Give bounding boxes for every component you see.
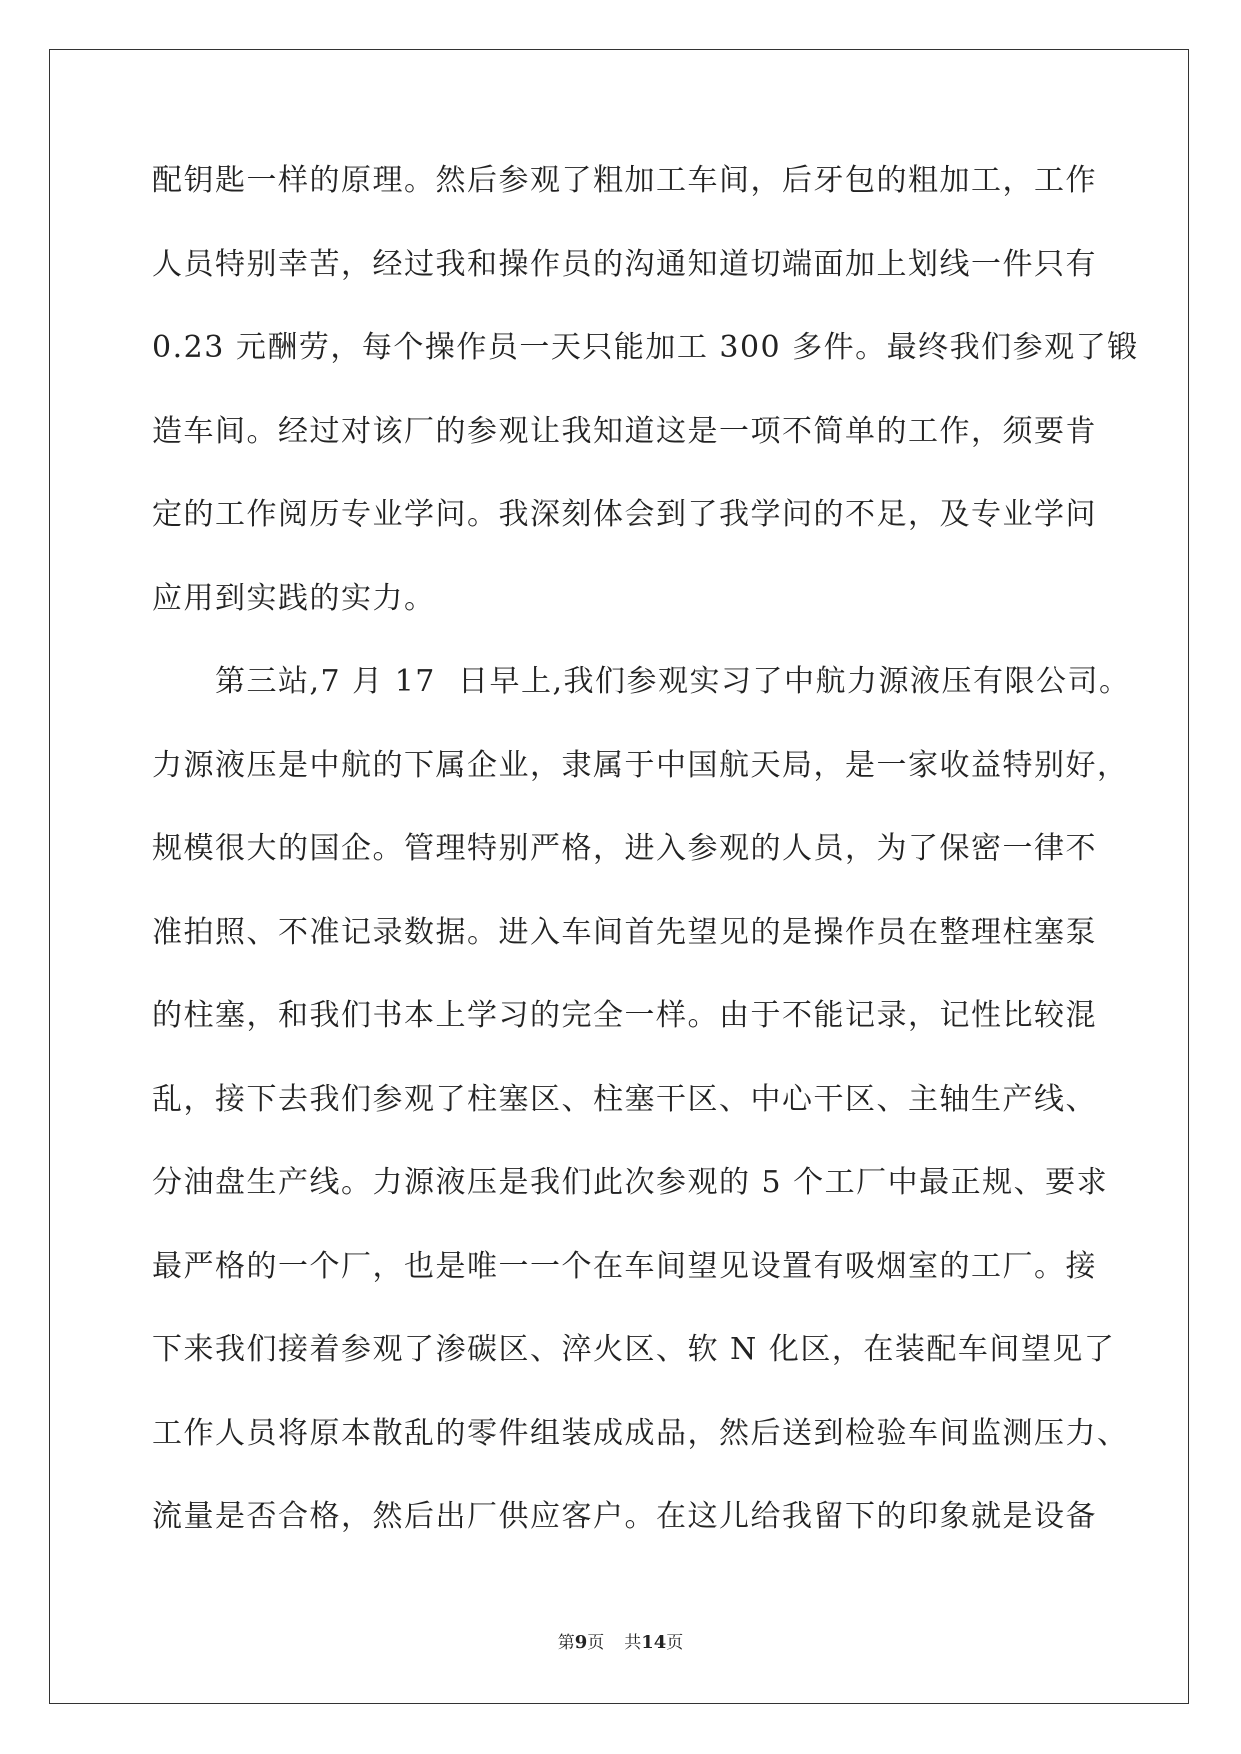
text-line: 分油盘生产线。力源液压是我们此次参观的 5 个工厂中最正规、要求 <box>152 1165 1109 1200</box>
text-line: 的柱塞，和我们书本上学习的完全一样。由于不能记录，记性比较混 <box>152 998 1097 1033</box>
text-line: 乱，接下去我们参观了柱塞区、柱塞干区、中心干区、主轴生产线、 <box>152 1081 1097 1117</box>
text-line: 准拍照、不准记录数据。进入车间首先望见的是操作员在整理柱塞泵 <box>152 914 1097 950</box>
text-line: 规模很大的国企。管理特别严格，进入参观的人员，为了保密一律不 <box>152 831 1097 866</box>
text-line: 定的工作阅历专业学问。我深刻体会到了我学问的不足，及专业学问 <box>152 497 1097 532</box>
page-footer <box>0 1628 1241 1653</box>
text-line: 人员特别幸苦，经过我和操作员的沟通知道切端面加上划线一件只有 <box>152 246 1097 282</box>
text-line: 力源液压是中航的下属企业，隶属于中国航天局，是一家收益特别好， <box>152 747 1129 783</box>
text-line: 造车间。经过对该厂的参观让我知道这是一项不简单的工作，须要肯 <box>152 413 1097 449</box>
total-suffix: 页 <box>666 1633 684 1653</box>
text-line: 配钥匙一样的原理。然后参观了粗加工车间，后牙包的粗加工，工作 <box>152 163 1097 198</box>
text-line: 流量是否合格，然后出厂供应客户。在这儿给我留下的印象就是设备 <box>152 1499 1097 1534</box>
total-pages: 14 <box>641 1632 667 1653</box>
text-line: 最严格的一个厂，也是唯一一个在车间望见设置有吸烟室的工厂。接 <box>152 1248 1097 1284</box>
text-line: 下来我们接着参观了渗碳区、淬火区、软 N 化区，在装配车间望见了 <box>152 1332 1116 1367</box>
paragraph-start-line: 第三站,7 月 17 日早上,我们参观实习了中航力源液压有限公司。 <box>215 664 1131 699</box>
page-suffix: 页 <box>587 1633 605 1653</box>
total-prefix: 共 <box>624 1633 642 1653</box>
page-number: 9 <box>574 1632 588 1653</box>
text-line: 工作人员将原本散乱的零件组装成成品，然后送到检验车间监测压力、 <box>152 1415 1129 1451</box>
page-prefix: 第 <box>557 1633 575 1653</box>
document-body <box>152 156 1139 1576</box>
text-line: 0.23 元酬劳，每个操作员一天只能加工 300 多件。最终我们参观了锻 <box>152 330 1139 365</box>
text-line: 应用到实践的实力。 <box>152 580 436 616</box>
